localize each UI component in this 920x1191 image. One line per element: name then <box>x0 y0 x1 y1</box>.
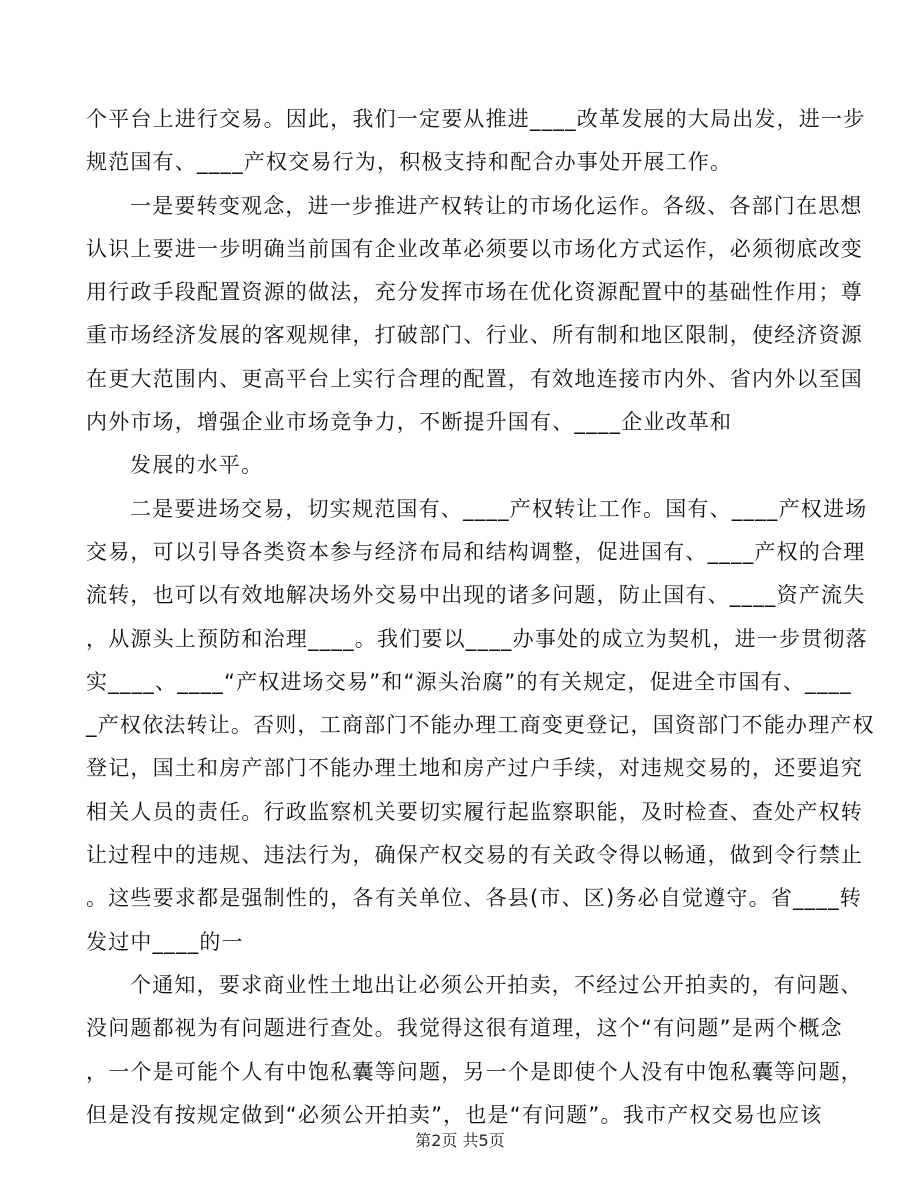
text-line: 相关人员的责任。行政监察机关要切实履行起监察职能，及时检查、查处产权转 <box>86 799 863 824</box>
paragraph-first-line: 二是要进场交易，切实规范国有、____产权转让工作。国有、____产权进场 <box>130 496 868 521</box>
text-line: 在更大范围内、更高平台上实行合理的配置，有效地连接市内外、省内外以至国 <box>86 366 863 391</box>
paragraph-first-line: 发展的水平。 <box>130 453 264 478</box>
text-line: 登记，国土和房产部门不能办理土地和房产过户手续，对违规交易的，还要追究 <box>86 756 863 781</box>
text-line: 发过中____的一 <box>86 929 244 954</box>
text-line: 但是没有按规定做到“必须公开拍卖”，也是“有问题”。我市产权交易也应该 <box>86 1102 823 1127</box>
text-line: 个平台上进行交易。因此，我们一定要从推进____改革发展的大局出发，进一步 <box>86 107 866 131</box>
paragraph-first-line: 个通知，要求商业性土地出让必须公开拍卖，不经过公开拍卖的，有问题、 <box>130 972 863 997</box>
text-line: 内外市场，增强企业市场竞争力，不断提升国有、____企业改革和 <box>86 410 733 435</box>
document-body <box>86 98 875 1137</box>
text-line: 让过程中的违规、违法行为，确保产权交易的有关政令得以畅通，做到令行禁止 <box>86 843 863 868</box>
text-line: 流转，也可以有效地解决场外交易中出现的诸多问题，防止国有、____资产流失 <box>86 583 866 608</box>
page-number-footer: 第2页 共5页 <box>415 1131 505 1150</box>
text-line: 用行政手段配置资源的做法，充分发挥市场在优化资源配置中的基础性作用；尊 <box>86 280 863 305</box>
text-line: 没问题都视为有问题进行查处。我觉得这很有道理，这个“有问题”是两个概念 <box>86 1016 843 1041</box>
text-line: ，一个是可能个人有中饱私囊等问题，另一个是即使个人没有中饱私囊等问题， <box>86 1059 863 1084</box>
text-line: 认识上要进一步明确当前国有企业改革必须要以市场化方式运作，必须彻底改变 <box>86 236 863 261</box>
paragraph-first-line: 一是要转变观念，进一步推进产权转让的市场化运作。各级、各部门在思想 <box>130 193 863 218</box>
text-line: 交易，可以引导各类资本参与经济布局和结构调整，促进国有、____产权的合理 <box>86 539 866 564</box>
text-line: ，从源头上预防和治理____。我们要以____办事处的成立为契机，进一步贯彻落 <box>86 626 868 651</box>
text-line: 实____、____“产权进场交易”和“源头治腐”的有关规定，促进全市国有、____ <box>86 669 852 694</box>
text-line: 。这些要求都是强制性的，各有关单位、各县(市、区)务必自觉遵守。省____转 <box>86 886 862 911</box>
text-line: 重市场经济发展的客观规律，打破部门、行业、所有制和地区限制，使经济资源 <box>86 323 863 348</box>
text-line: _产权依法转让。否则，工商部门不能办理工商变更登记，国资部门不能办理产权 <box>86 713 875 738</box>
text-line: 规范国有、____产权交易行为，积极支持和配合办事处开展工作。 <box>86 150 733 175</box>
